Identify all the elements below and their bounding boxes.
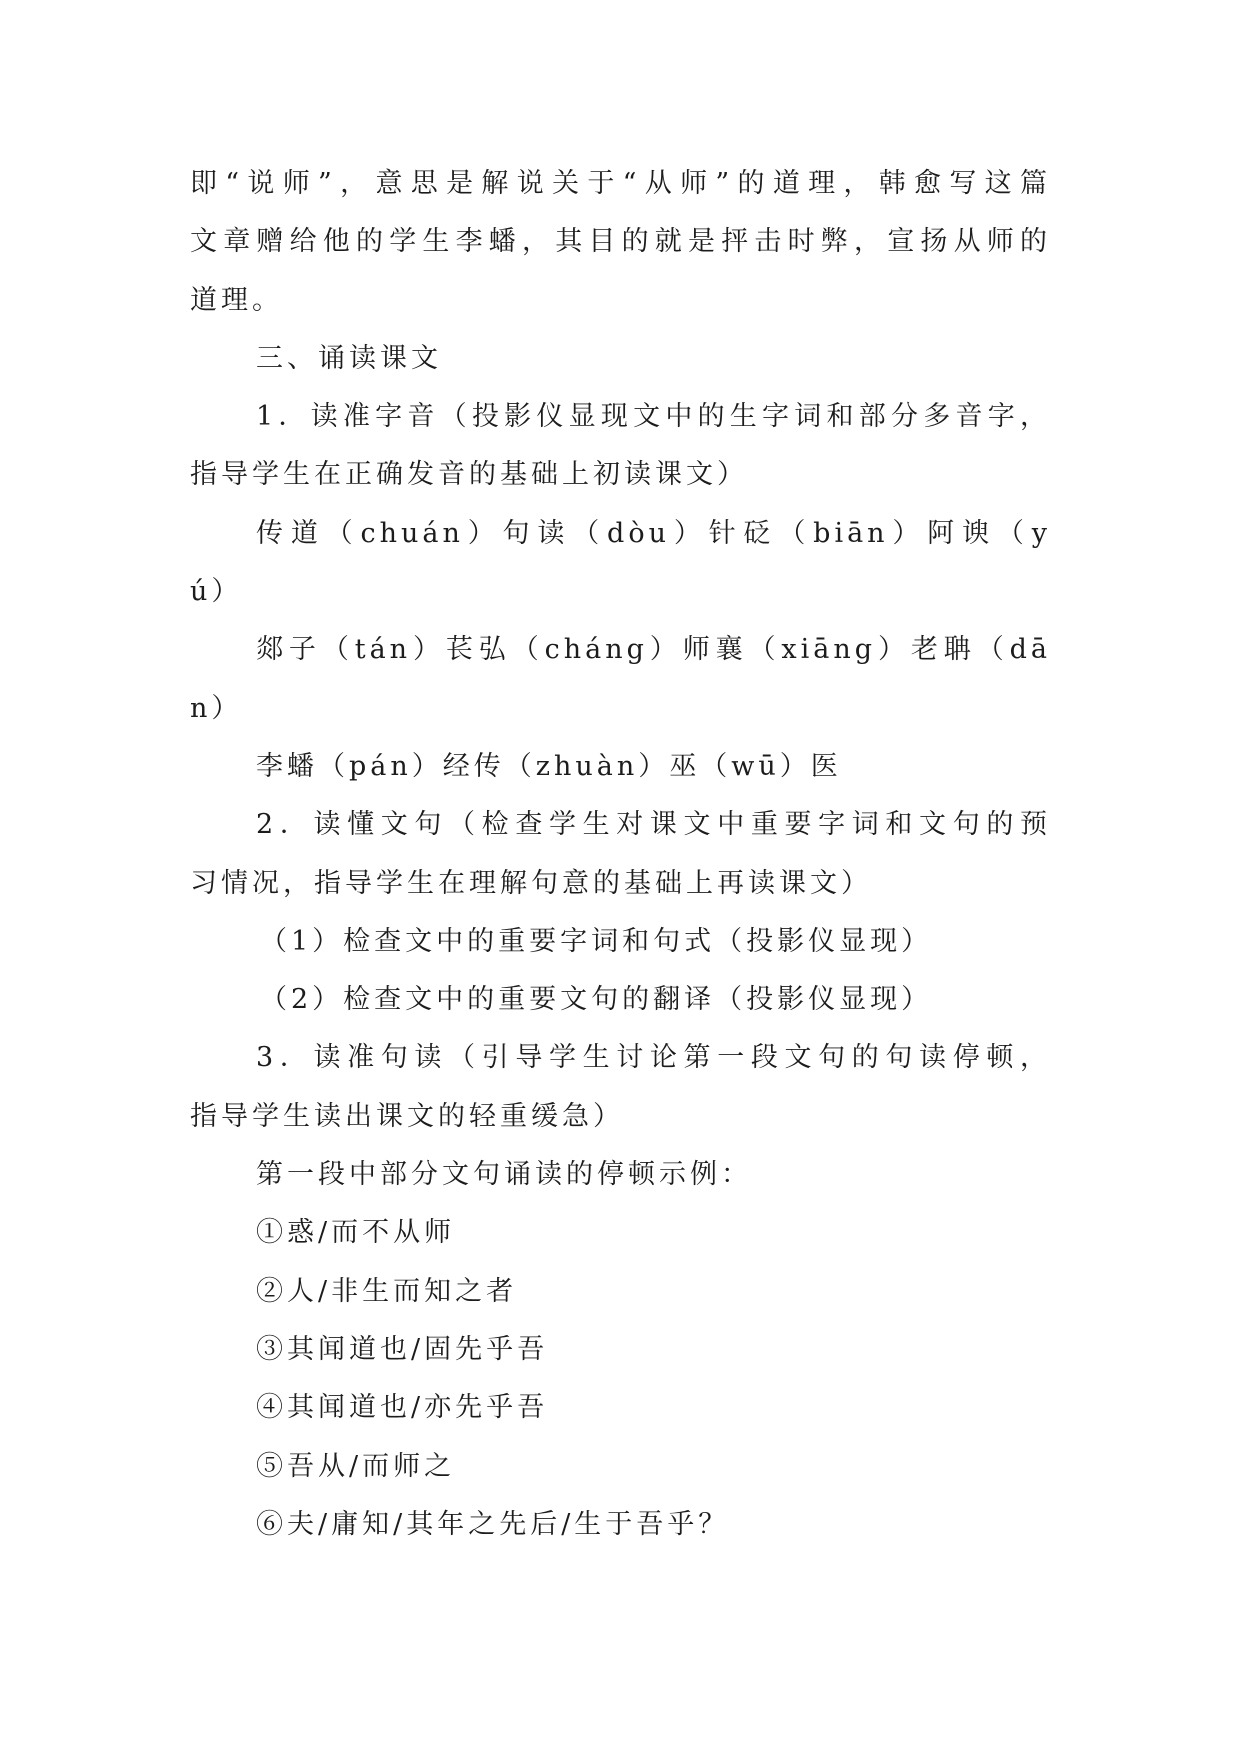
pronunciation-row — [190, 505, 1051, 622]
text-line: ⑥夫/庸知/其年之先后/生于吾乎？ — [256, 1508, 730, 1540]
text-line: （1）检查文中的重要字词和句式（投影仪显现） — [260, 925, 933, 957]
text-line: ④其闻道也/亦先乎吾 — [256, 1392, 549, 1424]
body-text — [190, 155, 1051, 1554]
text-line: 指导学生在正确发音的基础上初读课文） — [190, 459, 748, 491]
text-line: ③其闻道也/固先乎吾 — [256, 1333, 549, 1365]
text-line: 道理。 — [190, 284, 283, 316]
pause-example — [190, 1379, 1051, 1437]
text-line: ①惑/而不从师 — [256, 1217, 456, 1249]
text-line: 习情况，指导学生在理解句意的基础上再读课文） — [190, 867, 872, 899]
pronunciation-row — [190, 621, 1051, 738]
section-heading — [190, 330, 1051, 388]
pause-example — [190, 1263, 1051, 1321]
intro-paragraph — [190, 155, 1051, 330]
text-line: 第一段中部分文句诵读的停顿示例： — [256, 1159, 752, 1191]
text-line: 指导学生读出课文的轻重缓急） — [190, 1100, 624, 1132]
text-line: n） — [190, 692, 243, 724]
text-line: ú） — [190, 576, 243, 608]
text-line: 1．读准字音（投影仪显现文中的生字词和部分多音字， — [256, 401, 1051, 433]
text-line: 郯子（tán）苌弘（cháng）师襄（xiāng）老聃（dā — [256, 634, 1051, 666]
pause-example — [190, 1496, 1051, 1554]
text-line: （2）检查文中的重要文句的翻译（投影仪显现） — [260, 984, 933, 1016]
text-line: 三、诵读课文 — [256, 342, 442, 374]
pause-example — [190, 1321, 1051, 1379]
sub-step-2 — [190, 971, 1051, 1029]
pause-example — [190, 1438, 1051, 1496]
text-line: 李蟠（pán）经传（zhuàn）巫（wū）医 — [256, 750, 842, 782]
text-line: 3．读准句读（引导学生讨论第一段文句的句读停顿， — [256, 1042, 1051, 1074]
pause-example — [190, 1204, 1051, 1262]
sub-step-1 — [190, 913, 1051, 971]
step-1-instruction — [190, 388, 1051, 505]
step-3-instruction — [190, 1029, 1051, 1146]
text-line: 文章赠给他的学生李蟠，其目的就是抨击时弊，宣扬从师的 — [190, 226, 1051, 258]
text-line: 2．读懂文句（检查学生对课文中重要字词和文句的预 — [256, 809, 1051, 841]
text-line: ⑤吾从/而师之 — [256, 1450, 456, 1482]
text-line: ②人/非生而知之者 — [256, 1275, 518, 1307]
step-2-instruction — [190, 796, 1051, 913]
pronunciation-row — [190, 738, 1051, 796]
text-line: 即“说师”，意思是解说关于“从师”的道理，韩愈写这篇 — [190, 168, 1051, 199]
pause-examples-heading — [190, 1146, 1051, 1204]
text-line: 传道（chuán）句读（dòu）针砭（biān）阿谀（y — [256, 517, 1051, 549]
